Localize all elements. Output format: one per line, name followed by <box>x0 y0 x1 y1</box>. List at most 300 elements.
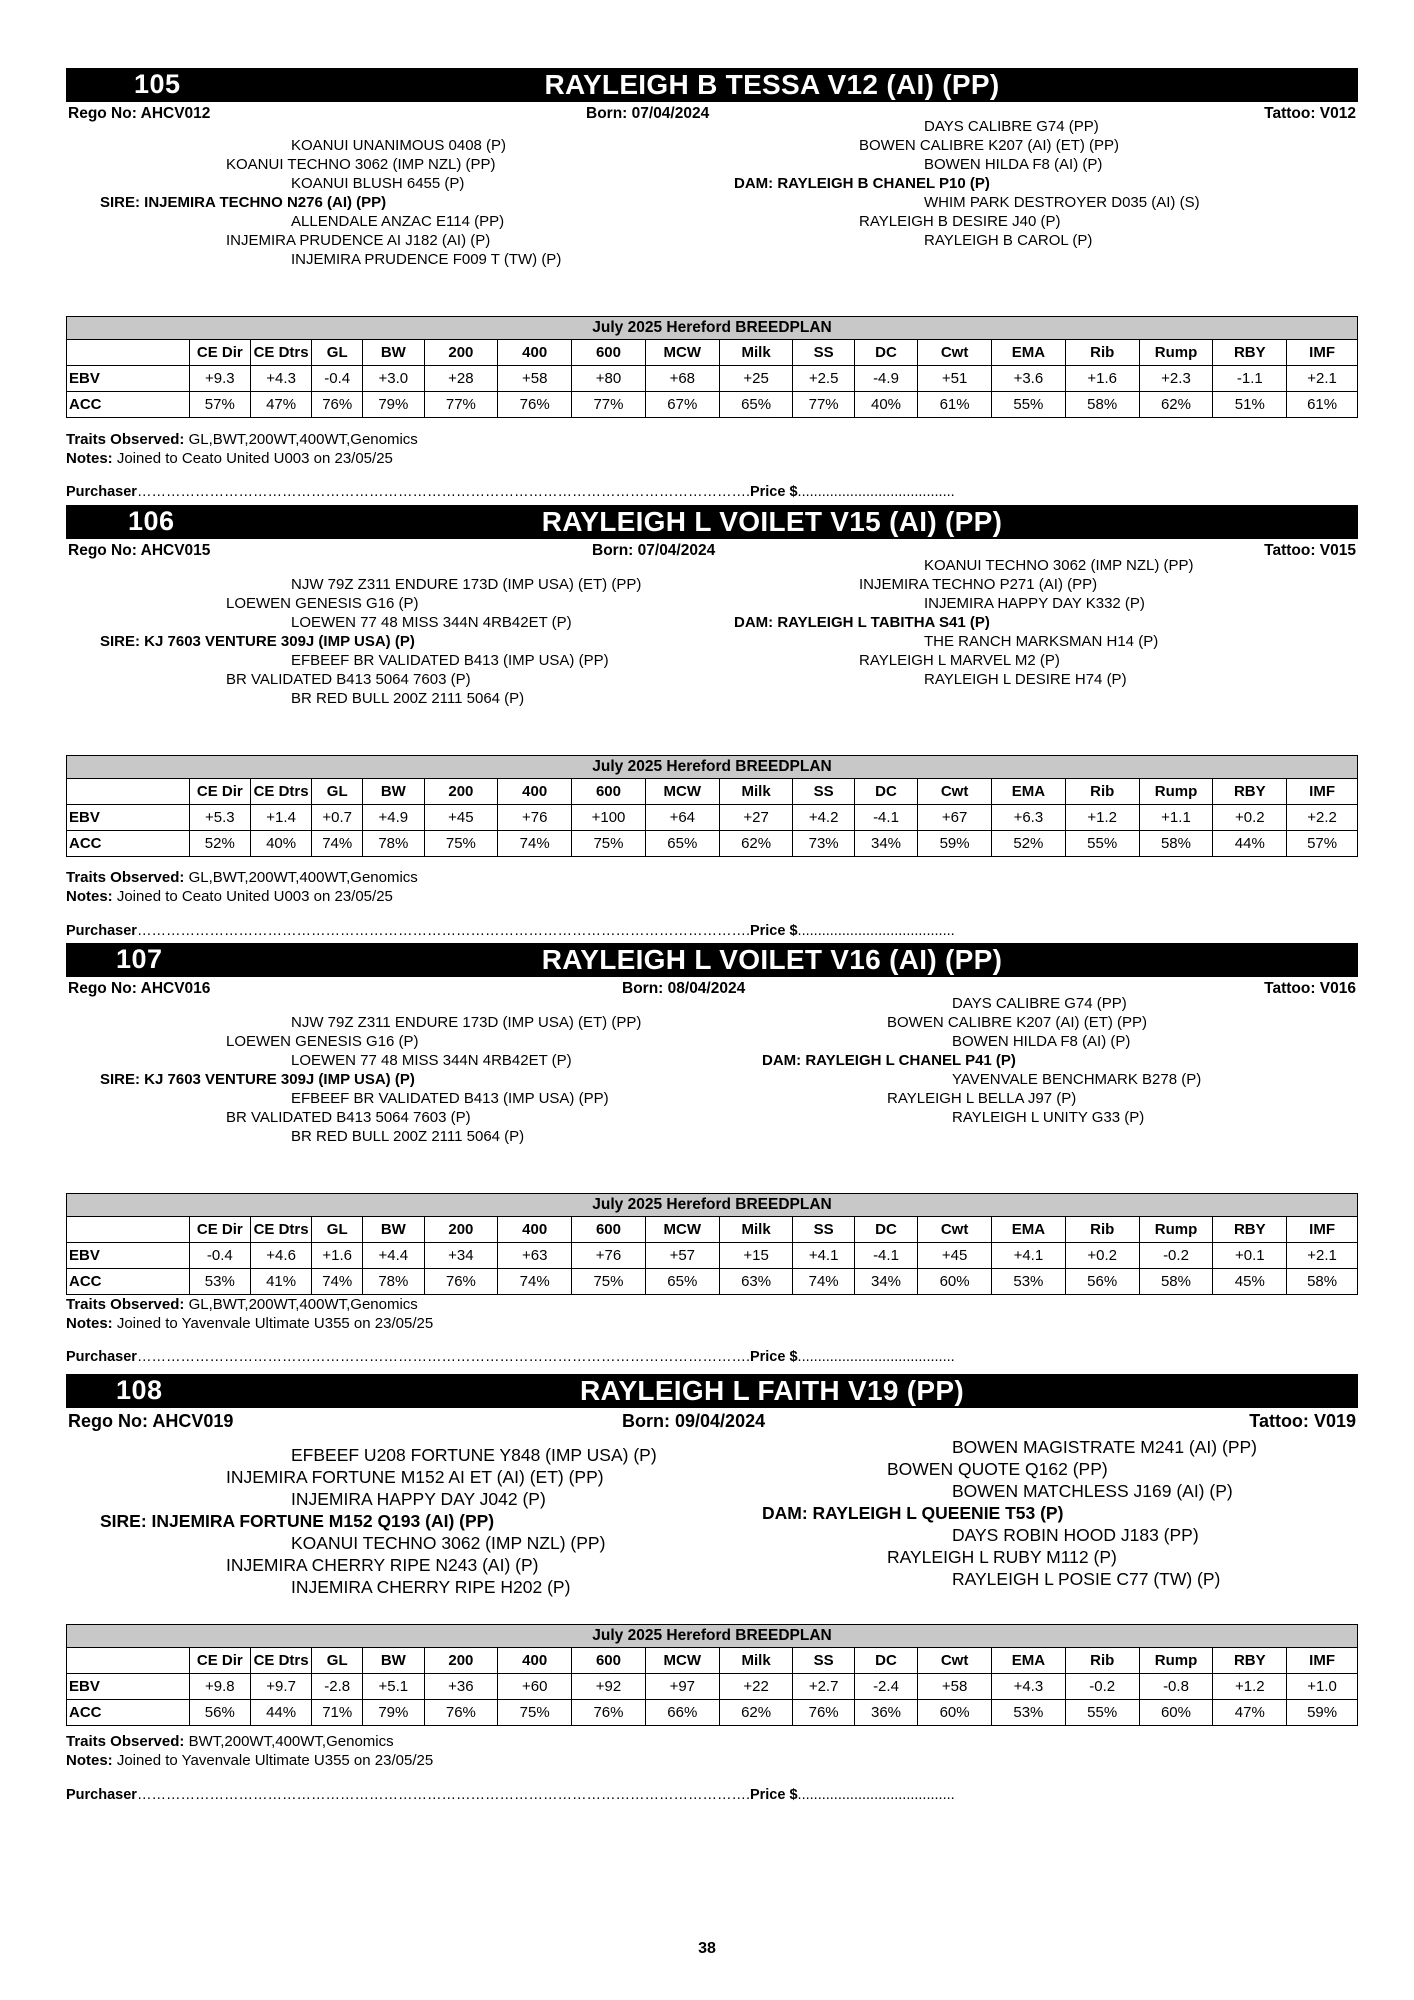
table-cell: +4.1 <box>992 1243 1066 1269</box>
column-header: CE Dir <box>189 1648 250 1674</box>
column-header: Rump <box>1139 779 1213 805</box>
table-cell: 77% <box>793 392 854 418</box>
purchaser-line[interactable]: Purchaser……………………………………………………………………………………………………………….Price $....................................... <box>66 1349 955 1365</box>
purchaser-line[interactable]: Purchaser……………………………………………………………………………………………………………….Price $....................................... <box>66 484 955 500</box>
table-cell: 75% <box>572 1269 646 1295</box>
table-cell: +58 <box>918 1674 992 1700</box>
table-cell: 76% <box>424 1700 498 1726</box>
table-cell: +1.4 <box>250 805 311 831</box>
table-cell: 60% <box>918 1700 992 1726</box>
table-cell: 59% <box>918 831 992 857</box>
row-label: EBV <box>67 1243 190 1269</box>
column-header: Cwt <box>918 1217 992 1243</box>
table-cell: +4.3 <box>992 1674 1066 1700</box>
table-cell: +25 <box>719 366 793 392</box>
lot-105 <box>66 68 1358 500</box>
column-header: GL <box>312 340 363 366</box>
pedigree <box>66 118 1358 268</box>
table-cell: +68 <box>645 366 719 392</box>
table-cell: 55% <box>992 392 1066 418</box>
pedigree-sire-line: LOEWEN 77 48 MISS 344N 4RB42ET (P) <box>291 614 572 631</box>
tattoo-value: V015 <box>1319 542 1356 559</box>
table-cell: +4.9 <box>363 805 424 831</box>
pedigree-dam-line: YAVENVALE BENCHMARK B278 (P) <box>952 1071 1202 1088</box>
notes: Notes: Joined to Ceato United U003 on 23/05/25 <box>66 450 393 467</box>
row-label: ACC <box>67 1700 190 1726</box>
column-header: BW <box>363 779 424 805</box>
pedigree-dam-line: RAYLEIGH B CAROL (P) <box>924 232 1093 249</box>
table-cell: +51 <box>918 366 992 392</box>
column-header: 200 <box>424 779 498 805</box>
table-cell: -4.1 <box>854 805 917 831</box>
table-cell: -0.8 <box>1139 1674 1213 1700</box>
table-cell: +4.2 <box>793 805 854 831</box>
column-header: DC <box>854 779 917 805</box>
animal-name: RAYLEIGH L VOILET V15 (AI) (PP) <box>541 506 1003 537</box>
row-label: ACC <box>67 1269 190 1295</box>
column-header: RBY <box>1213 340 1287 366</box>
animal-name: RAYLEIGH L FAITH V19 (PP) <box>579 1375 965 1406</box>
table-cell: 58% <box>1139 831 1213 857</box>
rego-field: Rego No: AHCV012 <box>68 105 211 122</box>
ebv-row <box>67 366 1358 392</box>
notes: Notes: Joined to Yavenvale Ultimate U355 on 23/05/25 <box>66 1752 434 1769</box>
tattoo-value: V016 <box>1319 980 1356 997</box>
lot-107 <box>66 943 1358 1365</box>
table-cell: +2.7 <box>793 1674 854 1700</box>
table-cell: +45 <box>424 805 498 831</box>
pedigree-dam-line: RAYLEIGH L UNITY G33 (P) <box>952 1109 1145 1126</box>
pedigree-sire-line: EFBEEF U208 FORTUNE Y848 (IMP USA) (P) <box>291 1445 657 1465</box>
table-cell: -0.4 <box>312 366 363 392</box>
table-cell: +80 <box>572 366 646 392</box>
table-cell: +9.7 <box>250 1674 311 1700</box>
pedigree-dam-line: DAYS CALIBRE G74 (PP) <box>924 118 1099 135</box>
table-cell: 61% <box>1287 392 1358 418</box>
pedigree-sire-line: BR RED BULL 200Z 2111 5064 (P) <box>291 690 525 707</box>
column-header: IMF <box>1287 779 1358 805</box>
column-header: 200 <box>424 1648 498 1674</box>
table-cell: 56% <box>189 1700 250 1726</box>
pedigree-dam-line: RAYLEIGH L RUBY M112 (P) <box>887 1547 1117 1567</box>
breedplan-title: July 2025 Hereford BREEDPLAN <box>67 756 1358 779</box>
table-cell: 56% <box>1065 1269 1139 1295</box>
info-row <box>66 1409 1358 1435</box>
breedplan-table <box>66 1193 1358 1295</box>
table-cell: 77% <box>424 392 498 418</box>
table-cell: +6.3 <box>992 805 1066 831</box>
column-header: RBY <box>1213 779 1287 805</box>
table-cell: +36 <box>424 1674 498 1700</box>
table-cell: 65% <box>719 392 793 418</box>
table-cell: +2.1 <box>1287 1243 1358 1269</box>
column-header: Milk <box>719 340 793 366</box>
column-header: 400 <box>498 1648 572 1674</box>
animal-name: RAYLEIGH L VOILET V16 (AI) (PP) <box>541 944 1003 975</box>
column-header: GL <box>312 1217 363 1243</box>
column-header: 600 <box>572 1648 646 1674</box>
column-header: 600 <box>572 779 646 805</box>
table-cell: +2.3 <box>1139 366 1213 392</box>
breedplan-title: July 2025 Hereford BREEDPLAN <box>67 317 1358 340</box>
table-cell: 71% <box>312 1700 363 1726</box>
column-header: 600 <box>572 1217 646 1243</box>
acc-row <box>67 1700 1358 1726</box>
pedigree-sire-line: INJEMIRA CHERRY RIPE N243 (AI) (P) <box>226 1555 539 1575</box>
column-header: IMF <box>1287 340 1358 366</box>
notes-block <box>66 868 418 906</box>
column-header: EMA <box>992 779 1066 805</box>
sire-name: SIRE: KJ 7603 VENTURE 309J (IMP USA) (P) <box>100 1071 415 1088</box>
pedigree-sire-line: INJEMIRA PRUDENCE F009 T (TW) (P) <box>291 251 562 268</box>
born-field: Born: 09/04/2024 <box>622 1411 766 1431</box>
table-cell: 74% <box>498 831 572 857</box>
dam-name: DAM: RAYLEIGH L QUEENIE T53 (P) <box>762 1503 1064 1523</box>
table-cell: +92 <box>572 1674 646 1700</box>
column-header: CE Dtrs <box>250 779 311 805</box>
table-cell: +76 <box>498 805 572 831</box>
pedigree-dam-line: THE RANCH MARKSMAN H14 (P) <box>924 633 1159 650</box>
table-corner <box>67 1217 190 1243</box>
column-header: 200 <box>424 340 498 366</box>
table-cell: 40% <box>250 831 311 857</box>
notes-block <box>66 430 418 468</box>
column-header: BW <box>363 1648 424 1674</box>
pedigree-dam-line: INJEMIRA TECHNO P271 (AI) (PP) <box>859 576 1098 593</box>
table-cell: +0.1 <box>1213 1243 1287 1269</box>
table-cell: +0.7 <box>312 805 363 831</box>
pedigree-dam-line: BOWEN MATCHLESS J169 (AI) (P) <box>952 1481 1233 1501</box>
table-cell: 74% <box>793 1269 854 1295</box>
table-cell: +1.0 <box>1287 1674 1358 1700</box>
table-cell: 75% <box>498 1700 572 1726</box>
column-header: 400 <box>498 1217 572 1243</box>
page-number: 38 <box>698 1940 716 1957</box>
column-header: Cwt <box>918 779 992 805</box>
rego-field: Rego No: AHCV015 <box>68 542 211 559</box>
pedigree-sire-line: INJEMIRA PRUDENCE AI J182 (AI) (P) <box>226 232 491 249</box>
born-field: Born: 07/04/2024 <box>586 105 710 122</box>
breedplan-title: July 2025 Hereford BREEDPLAN <box>67 1194 1358 1217</box>
table-cell: 58% <box>1287 1269 1358 1295</box>
acc-row <box>67 392 1358 418</box>
table-cell: +4.3 <box>250 366 311 392</box>
info-row <box>66 103 1358 125</box>
table-cell: +3.0 <box>363 366 424 392</box>
column-header: IMF <box>1287 1217 1358 1243</box>
pedigree <box>66 1435 1358 1595</box>
column-header: SS <box>793 1648 854 1674</box>
pedigree-sire-line: INJEMIRA CHERRY RIPE H202 (P) <box>291 1577 571 1597</box>
pedigree-sire-line: KOANUI TECHNO 3062 (IMP NZL) (PP) <box>226 156 496 173</box>
table-cell: +57 <box>645 1243 719 1269</box>
row-label: ACC <box>67 831 190 857</box>
table-cell: 66% <box>645 1700 719 1726</box>
table-cell: 76% <box>793 1700 854 1726</box>
column-header: Rib <box>1065 340 1139 366</box>
column-header: Milk <box>719 1648 793 1674</box>
pedigree-dam-line: DAYS ROBIN HOOD J183 (PP) <box>952 1525 1199 1545</box>
breedplan-title: July 2025 Hereford BREEDPLAN <box>67 1625 1358 1648</box>
table-cell: +27 <box>719 805 793 831</box>
table-cell: 52% <box>189 831 250 857</box>
column-header: BW <box>363 340 424 366</box>
lot-106 <box>66 505 1358 939</box>
animal-name: RAYLEIGH B TESSA V12 (AI) (PP) <box>544 69 1000 100</box>
column-header: SS <box>793 340 854 366</box>
born-value: 08/04/2024 <box>667 980 746 997</box>
column-header: CE Dtrs <box>250 340 311 366</box>
column-header: CE Dtrs <box>250 1648 311 1674</box>
column-header: RBY <box>1213 1217 1287 1243</box>
column-header: RBY <box>1213 1648 1287 1674</box>
table-cell: -2.8 <box>312 1674 363 1700</box>
table-cell: +4.4 <box>363 1243 424 1269</box>
table-cell: 51% <box>1213 392 1287 418</box>
breedplan-table <box>66 1624 1358 1726</box>
born-value: 09/04/2024 <box>675 1411 766 1431</box>
pedigree-dam-line: KOANUI TECHNO 3062 (IMP NZL) (PP) <box>924 557 1194 574</box>
column-header: Rump <box>1139 1217 1213 1243</box>
pedigree-dam-line: RAYLEIGH L POSIE C77 (TW) (P) <box>952 1569 1221 1589</box>
rego-field: Rego No: AHCV019 <box>68 1411 234 1431</box>
rego-value: AHCV012 <box>140 105 211 122</box>
row-label: EBV <box>67 366 190 392</box>
born-field: Born: 07/04/2024 <box>592 542 716 559</box>
pedigree-dam-line: DAYS CALIBRE G74 (PP) <box>952 995 1127 1012</box>
breedplan-table <box>66 755 1358 857</box>
column-header: CE Dir <box>189 779 250 805</box>
column-header: 600 <box>572 340 646 366</box>
column-header: 400 <box>498 779 572 805</box>
table-cell: +1.6 <box>1065 366 1139 392</box>
table-cell: 65% <box>645 1269 719 1295</box>
table-cell: +22 <box>719 1674 793 1700</box>
table-cell: 74% <box>312 1269 363 1295</box>
column-header: Milk <box>719 1217 793 1243</box>
table-cell: +58 <box>498 366 572 392</box>
ebv-row <box>67 805 1358 831</box>
table-cell: 53% <box>992 1269 1066 1295</box>
table-cell: +76 <box>572 1243 646 1269</box>
notes: Notes: Joined to Yavenvale Ultimate U355 on 23/05/25 <box>66 1315 434 1332</box>
table-cell: 73% <box>793 831 854 857</box>
dam-name: DAM: RAYLEIGH L TABITHA S41 (P) <box>734 614 990 631</box>
lot-number: 108 <box>116 1375 163 1405</box>
pedigree-sire-line: BR VALIDATED B413 5064 7603 (P) <box>226 1109 471 1126</box>
table-cell: 76% <box>572 1700 646 1726</box>
lot-number: 105 <box>134 69 181 99</box>
pedigree-sire-line: NJW 79Z Z311 ENDURE 173D (IMP USA) (ET) (PP) <box>291 576 642 593</box>
column-header: GL <box>312 779 363 805</box>
table-cell: 55% <box>1065 831 1139 857</box>
pedigree-sire-line: LOEWEN GENESIS G16 (P) <box>226 1033 419 1050</box>
pedigree-sire-line: INJEMIRA HAPPY DAY J042 (P) <box>291 1489 546 1509</box>
table-cell: +0.2 <box>1213 805 1287 831</box>
rego-field: Rego No: AHCV016 <box>68 980 211 997</box>
pedigree-sire-line: BR RED BULL 200Z 2111 5064 (P) <box>291 1128 525 1145</box>
born-value: 07/04/2024 <box>631 105 710 122</box>
column-header: Rib <box>1065 1648 1139 1674</box>
column-header: Rump <box>1139 340 1213 366</box>
table-cell: 76% <box>498 392 572 418</box>
table-cell: -0.2 <box>1065 1674 1139 1700</box>
table-cell: -4.9 <box>854 366 917 392</box>
table-cell: 47% <box>1213 1700 1287 1726</box>
pedigree-sire-line: KOANUI UNANIMOUS 0408 (P) <box>291 137 507 154</box>
purchaser-line[interactable]: Purchaser……………………………………………………………………………………………………………….Price $....................................... <box>66 923 955 939</box>
traits-observed: Traits Observed: BWT,200WT,400WT,Genomics <box>66 1733 394 1750</box>
ebv-row <box>67 1674 1358 1700</box>
table-cell: 60% <box>918 1269 992 1295</box>
table-cell: 41% <box>250 1269 311 1295</box>
notes-block <box>66 1295 433 1333</box>
table-cell: 55% <box>1065 1700 1139 1726</box>
table-cell: 61% <box>918 392 992 418</box>
table-cell: +1.6 <box>312 1243 363 1269</box>
table-cell: +5.1 <box>363 1674 424 1700</box>
pedigree <box>66 995 1358 1145</box>
pedigree-dam-line: WHIM PARK DESTROYER D035 (AI) (S) <box>924 194 1200 211</box>
traits-observed: Traits Observed: GL,BWT,200WT,400WT,Genomics <box>66 869 418 886</box>
table-cell: 75% <box>424 831 498 857</box>
table-corner <box>67 779 190 805</box>
column-header: Rump <box>1139 1648 1213 1674</box>
lot-number: 107 <box>116 944 163 974</box>
table-cell: 79% <box>363 1700 424 1726</box>
table-cell: +3.6 <box>992 366 1066 392</box>
table-cell: 78% <box>363 831 424 857</box>
column-header: MCW <box>645 779 719 805</box>
table-cell: 77% <box>572 392 646 418</box>
table-cell: 78% <box>363 1269 424 1295</box>
table-cell: +60 <box>498 1674 572 1700</box>
rego-value: AHCV016 <box>140 980 211 997</box>
column-header: CE Dir <box>189 340 250 366</box>
breedplan-table <box>66 316 1358 418</box>
row-label: EBV <box>67 805 190 831</box>
table-cell: +2.1 <box>1287 366 1358 392</box>
pedigree-sire-line: INJEMIRA FORTUNE M152 AI ET (AI) (ET) (PP) <box>226 1467 604 1487</box>
table-cell: 44% <box>250 1700 311 1726</box>
table-cell: 62% <box>719 1700 793 1726</box>
table-cell: +1.2 <box>1065 805 1139 831</box>
pedigree-dam-line: BOWEN QUOTE Q162 (PP) <box>887 1459 1108 1479</box>
column-header: IMF <box>1287 1648 1358 1674</box>
table-cell: +45 <box>918 1243 992 1269</box>
table-cell: -1.1 <box>1213 366 1287 392</box>
pedigree-dam-line: BOWEN HILDA F8 (AI) (P) <box>952 1033 1131 1050</box>
table-cell: 63% <box>719 1269 793 1295</box>
column-header: EMA <box>992 340 1066 366</box>
table-cell: 45% <box>1213 1269 1287 1295</box>
table-cell: 58% <box>1065 392 1139 418</box>
pedigree-dam-line: RAYLEIGH L DESIRE H74 (P) <box>924 671 1127 688</box>
lot-header-bar <box>66 505 1358 539</box>
table-cell: 75% <box>572 831 646 857</box>
table-cell: 34% <box>854 831 917 857</box>
column-header: DC <box>854 340 917 366</box>
column-header: GL <box>312 1648 363 1674</box>
lot-header-bar <box>66 943 1358 977</box>
table-cell: 44% <box>1213 831 1287 857</box>
lot-header-bar <box>66 68 1358 102</box>
pedigree-dam-line: BOWEN CALIBRE K207 (AI) (ET) (PP) <box>859 137 1120 154</box>
table-cell: +9.8 <box>189 1674 250 1700</box>
row-label: EBV <box>67 1674 190 1700</box>
table-cell: 59% <box>1287 1700 1358 1726</box>
table-cell: 67% <box>645 392 719 418</box>
table-cell: 74% <box>312 831 363 857</box>
column-header: SS <box>793 779 854 805</box>
table-cell: 53% <box>189 1269 250 1295</box>
table-cell: 57% <box>1287 831 1358 857</box>
table-cell: 47% <box>250 392 311 418</box>
pedigree-sire-line: NJW 79Z Z311 ENDURE 173D (IMP USA) (ET) (PP) <box>291 1014 642 1031</box>
lot-number: 106 <box>128 506 175 536</box>
table-cell: 57% <box>189 392 250 418</box>
table-cell: 53% <box>992 1700 1066 1726</box>
table-cell: 76% <box>424 1269 498 1295</box>
tattoo-value: V019 <box>1313 1411 1356 1431</box>
rego-value: AHCV019 <box>152 1411 234 1431</box>
pedigree-sire-line: EFBEEF BR VALIDATED B413 (IMP USA) (PP) <box>291 1090 609 1107</box>
table-cell: +4.6 <box>250 1243 311 1269</box>
column-header: CE Dtrs <box>250 1217 311 1243</box>
sire-name: SIRE: INJEMIRA TECHNO N276 (AI) (PP) <box>100 194 387 211</box>
table-cell: 76% <box>312 392 363 418</box>
column-header: Cwt <box>918 1648 992 1674</box>
table-cell: +2.2 <box>1287 805 1358 831</box>
acc-row <box>67 1269 1358 1295</box>
table-cell: +9.3 <box>189 366 250 392</box>
table-cell: 62% <box>719 831 793 857</box>
table-cell: +1.2 <box>1213 1674 1287 1700</box>
column-header: Rib <box>1065 1217 1139 1243</box>
column-header: Milk <box>719 779 793 805</box>
table-cell: 60% <box>1139 1700 1213 1726</box>
table-cell: +4.1 <box>793 1243 854 1269</box>
table-cell: +1.1 <box>1139 805 1213 831</box>
table-cell: +63 <box>498 1243 572 1269</box>
table-cell: 40% <box>854 392 917 418</box>
table-cell: +0.2 <box>1065 1243 1139 1269</box>
traits-observed: Traits Observed: GL,BWT,200WT,400WT,Genomics <box>66 431 418 448</box>
table-cell: -0.2 <box>1139 1243 1213 1269</box>
table-cell: +34 <box>424 1243 498 1269</box>
purchaser-line[interactable]: Purchaser……………………………………………………………………………………………………………….Price $....................................... <box>66 1787 955 1803</box>
table-cell: +28 <box>424 366 498 392</box>
table-cell: 79% <box>363 392 424 418</box>
tattoo-field: Tattoo: V015 <box>1264 542 1356 559</box>
column-header: EMA <box>992 1217 1066 1243</box>
table-cell: +67 <box>918 805 992 831</box>
column-header: SS <box>793 1217 854 1243</box>
info-row <box>66 978 1358 1000</box>
tattoo-field: Tattoo: V016 <box>1264 980 1356 997</box>
notes-block <box>66 1732 433 1770</box>
table-cell: +64 <box>645 805 719 831</box>
table-corner <box>67 1648 190 1674</box>
table-cell: +5.3 <box>189 805 250 831</box>
column-header: DC <box>854 1648 917 1674</box>
tattoo-value: V012 <box>1319 105 1356 122</box>
pedigree-sire-line: EFBEEF BR VALIDATED B413 (IMP USA) (PP) <box>291 652 609 669</box>
tattoo-field: Tattoo: V012 <box>1264 105 1356 122</box>
table-cell: 52% <box>992 831 1066 857</box>
pedigree-dam-line: RAYLEIGH B DESIRE J40 (P) <box>859 213 1061 230</box>
table-cell: +2.5 <box>793 366 854 392</box>
